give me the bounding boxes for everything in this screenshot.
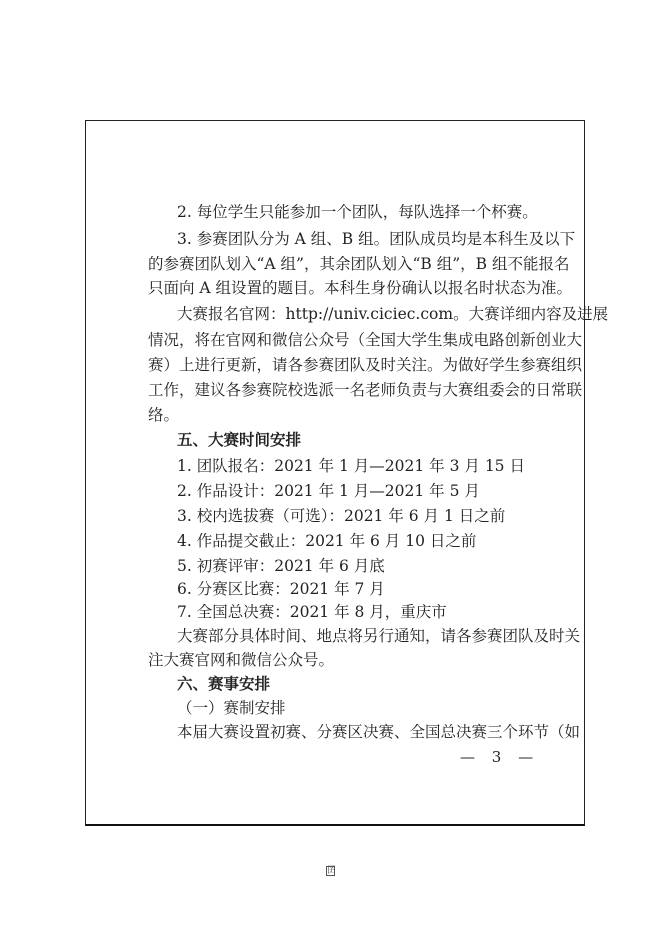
schedule-item: 2. 作品设计：2021 年 1 月—2021 年 5 月: [177, 482, 480, 500]
schedule-item: 6. 分赛区比赛：2021 年 7 月: [177, 580, 385, 598]
registration-website-line: 大赛报名官网：http://univ.ciciec.com。大赛详细内容及进展: [177, 305, 609, 323]
section-heading-schedule: 五、大赛时间安排: [177, 431, 302, 449]
schedule-item: 4. 作品提交截止：2021 年 6 月 10 日之前: [177, 532, 477, 550]
paragraph-line: 赛）上进行更新，请各参赛团队及时关注。为做好学生参赛组织: [148, 356, 583, 374]
schedule-item: 3. 校内选拔赛（可选）：2021 年 6 月 1 日之前: [177, 507, 506, 525]
paragraph-line: 的参赛团队划入“A 组”，其余团队划入“B 组”，B 组不能报名: [148, 255, 570, 273]
schedule-item: 5. 初赛评审：2021 年 6 月底: [177, 557, 385, 575]
paragraph-line: 工作，建议各参赛院校选派一名老师负责与大赛组委会的日常联: [148, 381, 583, 399]
rule-item-3: 3. 参赛团队分为 A 组、B 组。团队成员均是本科生及以下: [177, 230, 576, 248]
paragraph-line: 络。: [148, 406, 180, 424]
section-heading-arrangement: 六、赛事安排: [177, 675, 271, 693]
footer-mark-icon: 囝: [327, 866, 337, 876]
schedule-item: 7. 全国总决赛：2021 年 8 月，重庆市: [177, 603, 447, 621]
schedule-item: 1. 团队报名：2021 年 1 月—2021 年 3 月 15 日: [177, 457, 525, 475]
schedule-note: 注大赛官网和微信公众号。: [148, 651, 335, 669]
page-number: — 3 —: [460, 748, 540, 766]
paragraph-line: 本届大赛设置初赛、分赛区决赛、全国总决赛三个环节（如: [177, 723, 581, 741]
paragraph-line: 只面向 A 组设置的题目。本科生身份确认以报名时状态为准。: [148, 279, 573, 297]
schedule-note: 大赛部分具体时间、地点将另行通知，请各参赛团队及时关: [177, 627, 581, 645]
paragraph-line: 情况，将在官网和微信公众号（全国大学生集成电路创新创业大: [148, 331, 583, 349]
sub-heading-format: （一）赛制安排: [177, 699, 286, 717]
rule-item-2: 2. 每位学生只能参加一个团队，每队选择一个杯赛。: [177, 203, 538, 221]
